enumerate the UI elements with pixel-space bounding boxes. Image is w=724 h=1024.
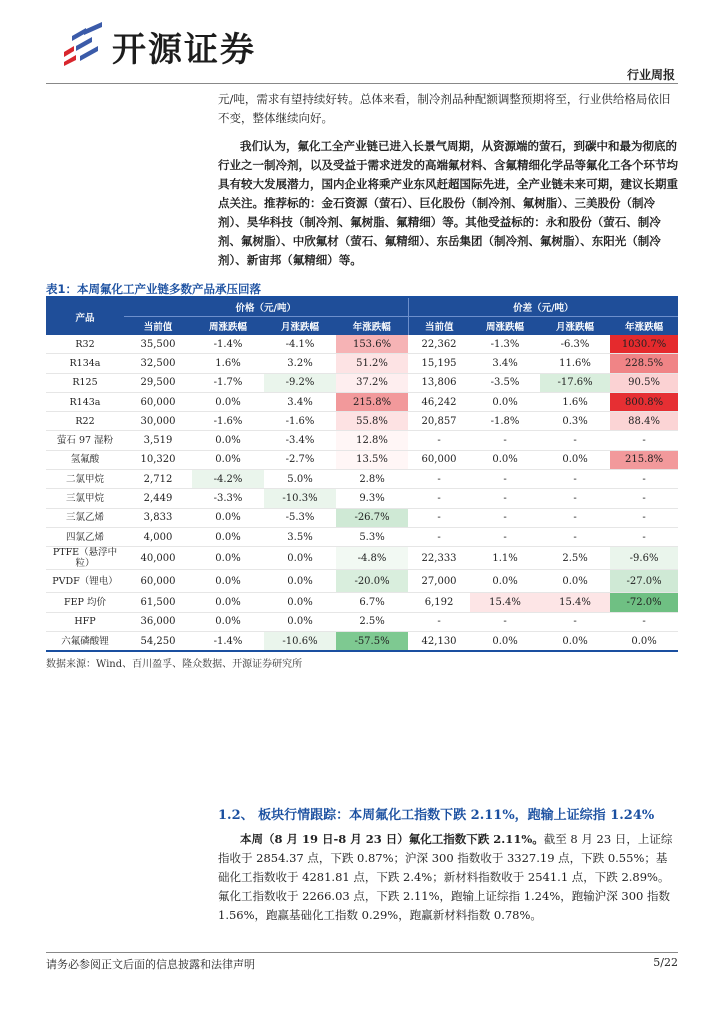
product-name: R125 [46, 373, 124, 392]
table-cell: -1.6% [264, 412, 336, 431]
table-cell: - [408, 527, 470, 546]
header-divider [46, 83, 678, 84]
table-row [46, 570, 678, 593]
table-cell: 32,500 [124, 354, 192, 373]
product-name: 二氯甲烷 [46, 470, 124, 489]
table-cell: 27,000 [408, 570, 470, 593]
table-cell: 3,833 [124, 508, 192, 527]
table-cell: - [610, 470, 678, 489]
table-cell: - [470, 431, 540, 450]
table-cell: 40,000 [124, 547, 192, 570]
table-row [46, 373, 678, 392]
table-cell: - [408, 431, 470, 450]
table-cell: 0.0% [470, 570, 540, 593]
table-cell: 2.5% [336, 612, 408, 631]
product-name: 萤石 97 湿粉 [46, 431, 124, 450]
table-cell: 0.0% [540, 450, 610, 469]
table-cell: 2,712 [124, 470, 192, 489]
sub-header: 月涨跌幅 [540, 317, 610, 336]
table-cell: -1.4% [192, 631, 264, 651]
table-cell: 30,000 [124, 412, 192, 431]
product-name: R32 [46, 335, 124, 354]
table-cell: 0.0% [192, 547, 264, 570]
table-cell: 0.0% [610, 631, 678, 651]
page-header [0, 0, 724, 92]
table-cell: 1030.7% [610, 335, 678, 354]
brand-logo-icon [62, 22, 106, 66]
table-cell: 4,000 [124, 527, 192, 546]
table-row [46, 489, 678, 508]
sub-header: 周涨跌幅 [192, 317, 264, 336]
table-cell: 3.4% [470, 354, 540, 373]
product-name: R22 [46, 412, 124, 431]
table-cell: 0.0% [192, 593, 264, 612]
table-cell: - [408, 612, 470, 631]
table-cell: 2,449 [124, 489, 192, 508]
table-cell: - [610, 508, 678, 527]
table-row [46, 450, 678, 469]
table-cell: 0.0% [540, 570, 610, 593]
table-cell: 3.5% [264, 527, 336, 546]
table-cell: 0.0% [192, 392, 264, 411]
table-row [46, 354, 678, 373]
product-name: 三氯甲烷 [46, 489, 124, 508]
table-cell: 0.0% [192, 431, 264, 450]
table-row [46, 470, 678, 489]
product-name: 三氯乙烯 [46, 508, 124, 527]
table-cell: -4.2% [192, 470, 264, 489]
table-cell: -9.6% [610, 547, 678, 570]
table-cell: 1.6% [540, 392, 610, 411]
sub-header: 年涨跌幅 [610, 317, 678, 336]
table-cell: -1.8% [470, 412, 540, 431]
sub-header: 周涨跌幅 [470, 317, 540, 336]
table-cell: 0.0% [264, 612, 336, 631]
table-cell: -1.7% [192, 373, 264, 392]
table-cell: 0.3% [540, 412, 610, 431]
table-cell: 51.2% [336, 354, 408, 373]
footer-disclaimer: 请务必参阅正文后面的信息披露和法律声明 [46, 958, 255, 971]
table-cell: 60,000 [408, 450, 470, 469]
table-cell: - [470, 612, 540, 631]
table-cell: 60,000 [124, 392, 192, 411]
table-row [46, 631, 678, 651]
table-cell: -1.3% [470, 335, 540, 354]
table-cell: -17.6% [540, 373, 610, 392]
table-cell: 15,195 [408, 354, 470, 373]
table-cell: 0.0% [192, 527, 264, 546]
table-cell: 1.1% [470, 547, 540, 570]
table-cell: - [610, 612, 678, 631]
table-cell: -3.4% [264, 431, 336, 450]
table-cell: - [408, 489, 470, 508]
table-cell: 5.3% [336, 527, 408, 546]
product-name: 四氯乙烯 [46, 527, 124, 546]
table-cell: -26.7% [336, 508, 408, 527]
section-heading: 1.2、 板块行情跟踪：本周氟化工指数下跌 2.11%，跑输上证综指 1.24% [218, 808, 655, 823]
table-cell: 800.8% [610, 392, 678, 411]
table-cell: 36,000 [124, 612, 192, 631]
table-cell: 2.5% [540, 547, 610, 570]
product-name: R143a [46, 392, 124, 411]
table-cell: 46,242 [408, 392, 470, 411]
table-cell: -9.2% [264, 373, 336, 392]
table-cell: 153.6% [336, 335, 408, 354]
table-cell: 0.0% [470, 631, 540, 651]
table-row [46, 392, 678, 411]
table-cell: 3,519 [124, 431, 192, 450]
table-cell: 55.8% [336, 412, 408, 431]
table-cell: - [470, 470, 540, 489]
table-cell: -3.3% [192, 489, 264, 508]
sub-header: 当前值 [408, 317, 470, 336]
table-cell: 13.5% [336, 450, 408, 469]
table-cell: 0.0% [264, 570, 336, 593]
table-cell: -10.6% [264, 631, 336, 651]
section-lead: 本周（8 月 19 日-8 月 23 日）氟化工指数下跌 2.11%。 [240, 832, 544, 846]
table-row [46, 547, 678, 570]
table-cell: 12.8% [336, 431, 408, 450]
table-title: 表1：本周氟化工产业链多数产品承压回落 [46, 282, 261, 296]
table-cell: - [610, 489, 678, 508]
sub-header: 月涨跌幅 [264, 317, 336, 336]
table-cell: 90.5% [610, 373, 678, 392]
table-cell: 6,192 [408, 593, 470, 612]
footer-divider [46, 952, 678, 953]
table-cell: - [540, 489, 610, 508]
table-cell: 6.7% [336, 593, 408, 612]
report-type-tag: 行业周报 [626, 68, 675, 82]
table-cell: -6.3% [540, 335, 610, 354]
table-cell: - [540, 508, 610, 527]
opinion-paragraph: 我们认为，氟化工全产业链已进入长景气周期，从资源端的萤石，到碳中和最为彻底的行业之一制冷剂，以及受益于需求迸发的高端氟材料、含氟精细化学品等氟化工各个环节均具有较大发展潜力，国内企业将乘产业东风赶超国际先进，全产业链未来可期，建议长期重点关注。推荐标的：金石资源（萤石）、巨化股份（制冷剂、氟树脂）、三美股份（制冷剂）、昊华科技（制冷剂、氟树脂、氟精细）等。其他受益标的：永和股份（萤石、制冷剂、氟树脂）、中欣氟材（萤石、氟精细）、东岳集团（制冷剂、氟树脂）、东阳光（制冷剂）、新宙邦（氟精细）等。 [218, 139, 678, 267]
table-cell: 42,130 [408, 631, 470, 651]
table-cell: -3.5% [470, 373, 540, 392]
table-cell: 0.0% [540, 631, 610, 651]
table-row [46, 593, 678, 612]
table-cell: - [540, 527, 610, 546]
table-cell: -5.3% [264, 508, 336, 527]
table-cell: - [540, 470, 610, 489]
table-cell: 5.0% [264, 470, 336, 489]
price-table [46, 298, 678, 652]
table-cell: 61,500 [124, 593, 192, 612]
table-cell: 0.0% [470, 392, 540, 411]
table-row [46, 527, 678, 546]
table-cell: 0.0% [470, 450, 540, 469]
table-cell: 3.4% [264, 392, 336, 411]
table-cell: 13,806 [408, 373, 470, 392]
table-cell: 22,362 [408, 335, 470, 354]
table-cell: -1.4% [192, 335, 264, 354]
table-cell: 0.0% [264, 547, 336, 570]
group-spread: 价差（元/吨） [408, 298, 678, 317]
table-cell: - [470, 508, 540, 527]
sub-header: 年涨跌幅 [336, 317, 408, 336]
table-row [46, 612, 678, 631]
table-cell: 88.4% [610, 412, 678, 431]
table-cell: - [470, 527, 540, 546]
table-cell: - [408, 470, 470, 489]
brand-name: 开源证券 [112, 30, 256, 70]
table-cell: 215.8% [336, 392, 408, 411]
section-body: 截至 8 月 23 日，上证综指收于 2854.37 点，下跌 0.87%；沪深 300 指数收于 3327.19 点，下跌 0.55%；基础化工指数收于 4281.81 点，下跌 2.4%；新材料指数收于 2541.1 点，下跌 2.89%。氟化工指数收于 2266.03 点，下跌 2.11%，跑输上证综指 1.24%，跑输沪深 300 指数 1.56%，跑赢基础化工指数 0.29%，跑赢新材料指数 0.78%。 [218, 832, 673, 922]
table-cell: - [540, 431, 610, 450]
table-cell: -4.8% [336, 547, 408, 570]
intro-paragraph: 元/吨，需求有望持续好转。总体来看，制冷剂品种配额调整预期将至，行业供给格局依旧不变，整体继续向好。 [218, 92, 671, 125]
table-cell: 35,500 [124, 335, 192, 354]
product-name: 六氟磷酸锂 [46, 631, 124, 651]
table-row [46, 431, 678, 450]
table-cell: -10.3% [264, 489, 336, 508]
table-cell: 0.0% [192, 450, 264, 469]
table-cell: -20.0% [336, 570, 408, 593]
table-cell: -72.0% [610, 593, 678, 612]
table-cell: 9.3% [336, 489, 408, 508]
product-name: R134a [46, 354, 124, 373]
table-cell: 22,333 [408, 547, 470, 570]
product-name: HFP [46, 612, 124, 631]
table-row [46, 508, 678, 527]
group-price: 价格（元/吨） [124, 298, 408, 317]
col-product: 产品 [46, 298, 124, 335]
table-cell: -4.1% [264, 335, 336, 354]
table-cell: -27.0% [610, 570, 678, 593]
table-cell: 15.4% [540, 593, 610, 612]
table-cell: - [408, 508, 470, 527]
table-cell: - [470, 489, 540, 508]
table-cell: 0.0% [192, 508, 264, 527]
table-row [46, 412, 678, 431]
table-cell: - [540, 612, 610, 631]
table-cell: 0.0% [264, 593, 336, 612]
table-cell: 20,857 [408, 412, 470, 431]
product-name: 氢氟酸 [46, 450, 124, 469]
table-cell: 215.8% [610, 450, 678, 469]
table-cell: 228.5% [610, 354, 678, 373]
data-source: 数据来源：Wind、百川盈孚、隆众数据、开源证券研究所 [46, 659, 303, 670]
section-paragraph [218, 830, 678, 925]
table-cell: -57.5% [336, 631, 408, 651]
table-cell: 37.2% [336, 373, 408, 392]
product-name: PVDF（锂电） [46, 570, 124, 593]
table-cell: 2.8% [336, 470, 408, 489]
table-cell: -1.6% [192, 412, 264, 431]
table-cell: 0.0% [192, 612, 264, 631]
table-row [46, 335, 678, 354]
table-cell: 1.6% [192, 354, 264, 373]
table-cell: 60,000 [124, 570, 192, 593]
table-cell: 11.6% [540, 354, 610, 373]
product-name: PTFE（悬浮中粒） [46, 547, 124, 570]
table-cell: 10,320 [124, 450, 192, 469]
table-body [46, 335, 678, 651]
product-name: FEP 均价 [46, 593, 124, 612]
table-cell: 15.4% [470, 593, 540, 612]
table-cell: 29,500 [124, 373, 192, 392]
table-cell: -2.7% [264, 450, 336, 469]
page-number: 5/22 [653, 956, 678, 969]
sub-header: 当前值 [124, 317, 192, 336]
sub-header-row [46, 317, 678, 336]
table-cell: - [610, 431, 678, 450]
table-cell: 0.0% [192, 570, 264, 593]
table-cell: 3.2% [264, 354, 336, 373]
table-cell: - [610, 527, 678, 546]
table-cell: 54,250 [124, 631, 192, 651]
